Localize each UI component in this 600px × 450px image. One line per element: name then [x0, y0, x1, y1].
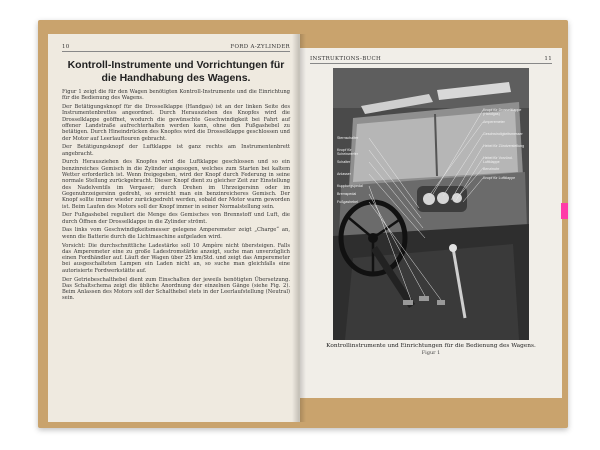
callout-fuel-gauge: Benzinuhr [483, 167, 500, 171]
callout-spark-lever: Hebel für Zündverstellung [483, 144, 525, 148]
paragraph: Der Getriebeschalthebel dient zum Einschalten der jeweils benötigten Übersetzung. Das Schaltschema zeigt die übliche Anordnung der einzelnen Gänge (siehe Fig. 2). Beim Anlassen des Motors soll der Schalthebel stets in der Leerlaufstellung (Neutral) sein. [62, 276, 290, 302]
callout-brake-pedal: Bremspedal [337, 192, 357, 196]
paragraph: Durch Herausziehen des Knopfes wird die Luftklappe geschlossen und so ein benzinreiches Gemisch in die Zylinder angesogen, welches zum Starten bei kaltem Wetter erforderlich ist. Wenn freigegeben, wird der Knopf durch Federung in seine normale Stellung zurückgebracht. Dieser Knopf dient zu gleicher Zeit zur Einstellung des Nadelventils im Vergaser; durch Drehen im Uhrzeigersinn oder im Gegenuhrzeigersinn gedreht, so erreicht man ein benzinreicheres Gemisch. Der Knopf sollte immer wieder zurückgedreht werden, sobald der Motor warm geworden ist. Beim Laufen des Motors soll der Knopf immer in seiner Normalstellung sein. [62, 159, 290, 210]
callout-throttle-knob: Knopf für Drosselklappe (Handgas) [483, 108, 522, 117]
left-page-number: 10 [62, 44, 70, 50]
callout-starter: Anlasser [337, 172, 351, 176]
paragraph: Der Betätigungsknopf für die Drosselklappe (Handgas) ist an der linken Seite des Instrumentenbrettes angeordnet. Durch Herausziehen des Knopfes wird die Drosselklappe geöffnet, wodurch die gewünschte Geschwindigkeit bei Fahrt auf offener Landstraße aufrechterhalten werden kann, ohne den Fußgashebel zu betätigen. Durch Hineindrücken des Knopfes wird die Drosselklappe geschlossen und der Motor auf Leerlauftouren gebracht. [62, 104, 290, 142]
right-page-number: 11 [544, 56, 552, 62]
callout-clutch-pedal: Kupplungspedal [337, 184, 363, 188]
callout-star-switch: Sternschalter [337, 136, 359, 140]
callout-speedometer: Geschwindigkeitsmesser [483, 132, 523, 136]
dashboard-photo [333, 68, 529, 340]
paragraph: Der Fußgashebel reguliert die Menge des Gemisches von Brennstoff und Luft, die durch Öffnen der Drosselklappe in die Zylinder strömt. [62, 212, 290, 225]
figure-number: Figur 1 [421, 350, 441, 356]
pink-tab-marker [561, 203, 568, 219]
left-page [48, 34, 300, 422]
paragraph: Figur 1 zeigt die für den Wagen benötigten Kontroll-Instrumente und die Einrichtung für die Bedienung des Wagens. [62, 89, 290, 102]
right-page [300, 48, 562, 398]
right-running-head [310, 56, 552, 64]
right-running-title: INSTRUKTIONS-BUCH [310, 56, 382, 62]
callout-headlight-knob: Knopf für Scheinwerfer [337, 148, 358, 157]
figure-caption: Kontrollinstrumente und Einrichtungen für die Bedienung des Wagens. [326, 343, 536, 349]
callout-choke-lever: Hebel für Vorzünd. Luftklappe [483, 156, 513, 165]
left-running-title: FORD A-ZYLINDER [230, 44, 290, 50]
page-title: Kontroll-Instrumente und Vorrichtungen für die Handhabung des Wagens. [67, 59, 285, 84]
callout-ammeter: Amperemeter [483, 120, 505, 124]
spine-shadow [292, 34, 306, 422]
paragraph: Das links vom Geschwindigkeitsmesser gelegene Amperemeter zeigt „Charge“ an, wenn die Batterie durch die Lichtmaschine aufgeladen wird. [62, 227, 290, 240]
paragraph: Vorsicht: Die durchschnittliche Ladestärke soll 10 Ampère nicht übersteigen. Falls das Amperemeter eine zu große Ladestromstärke anzeigt, suche man unverzüglich einen Fordhändler auf. Läuft der Wagen über 25 km/Std. und zeigt das Amperemeter bei ausgeschalteten Lampen ein Laden nicht an, so suche man gleichfalls eine autorisierte Fordwerkstätte auf. [62, 242, 290, 274]
paragraph: Der Betätigungsknopf der Luftklappe ist ganz rechts am Instrumentenbrett angebracht. [62, 144, 290, 157]
callout-choke-knob: Knopf für Luftklappe [483, 176, 516, 180]
left-running-head [62, 44, 290, 52]
callout-accelerator: Fußgashebel [337, 200, 358, 204]
callout-switch: Schalter [337, 160, 351, 164]
